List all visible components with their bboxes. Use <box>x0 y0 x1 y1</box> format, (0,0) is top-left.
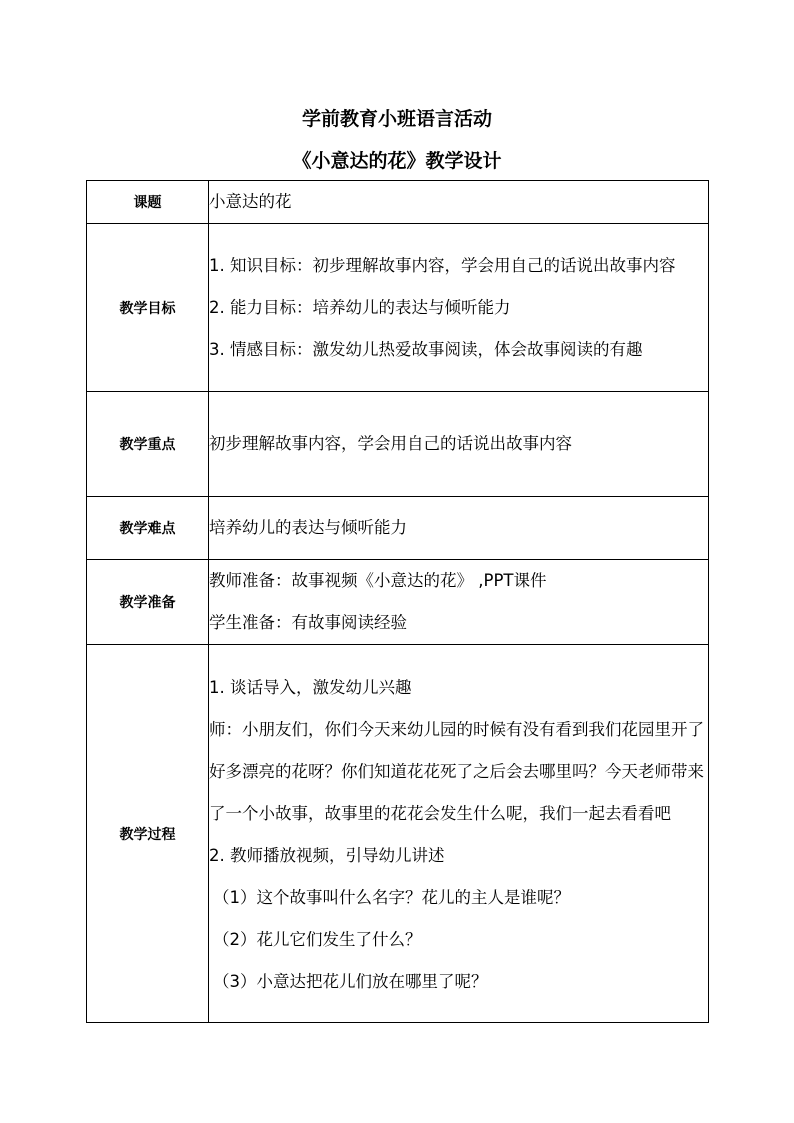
lesson-plan-table <box>86 180 709 1023</box>
student-preparation: 学生准备：有故事阅读经验 <box>209 613 407 632</box>
process-question-2: （2）花儿它们发生了什么？ <box>213 929 422 949</box>
goal-ability: 2. 能力目标：培养幼儿的表达与倾听能力 <box>209 297 511 317</box>
document-subtitle: 《小意达的花》教学设计 <box>292 150 502 172</box>
process-step1-text: 师：小朋友们，你们今天来幼儿园的时候有没有看到我们花园里开了好多漂亮的花呀？你们知道花花死了之后会去哪里吗？今天老师带来了一个小故事，故事里的花花会发生什么呢，我们一起去看看吧 <box>209 719 704 823</box>
key-points-value: 初步理解故事内容，学会用自己的话说出故事内容 <box>209 392 709 497</box>
topic-value: 小意达的花 <box>209 181 709 224</box>
table-row-difficulties <box>87 497 709 560</box>
difficulties-value: 培养幼儿的表达与倾听能力 <box>209 497 709 560</box>
process-step1-title: 1. 谈话导入，激发幼儿兴趣 <box>209 677 412 697</box>
goals-content <box>209 224 709 392</box>
table-row-topic <box>87 181 709 224</box>
process-step2-title: 2. 教师播放视频，引导幼儿讲述 <box>209 845 445 865</box>
process-content <box>209 645 709 1023</box>
preparation-label: 教学准备 <box>87 560 209 645</box>
process-question-1: （1）这个故事叫什么名字？花儿的主人是谁呢？ <box>213 887 570 907</box>
table-row-goals <box>87 224 709 392</box>
key-points-label: 教学重点 <box>87 392 209 497</box>
topic-label: 课题 <box>87 181 209 224</box>
teacher-preparation: 教师准备：故事视频《小意达的花》 ,PPT课件 <box>209 571 547 590</box>
document-title: 学前教育小班语言活动 <box>301 108 492 130</box>
goal-emotion: 3. 情感目标：激发幼儿热爱故事阅读，体会故事阅读的有趣 <box>209 339 643 359</box>
process-label: 教学过程 <box>87 645 209 1023</box>
goal-knowledge: 1. 知识目标：初步理解故事内容，学会用自己的话说出故事内容 <box>209 255 676 275</box>
process-question-3: （3）小意达把花儿们放在哪里了呢？ <box>213 971 488 991</box>
table-row-process <box>87 645 709 1023</box>
table-row-preparation <box>87 560 709 645</box>
table-row-key-points <box>87 392 709 497</box>
preparation-content <box>209 560 709 645</box>
difficulties-label: 教学难点 <box>87 497 209 560</box>
goals-label: 教学目标 <box>87 224 209 392</box>
